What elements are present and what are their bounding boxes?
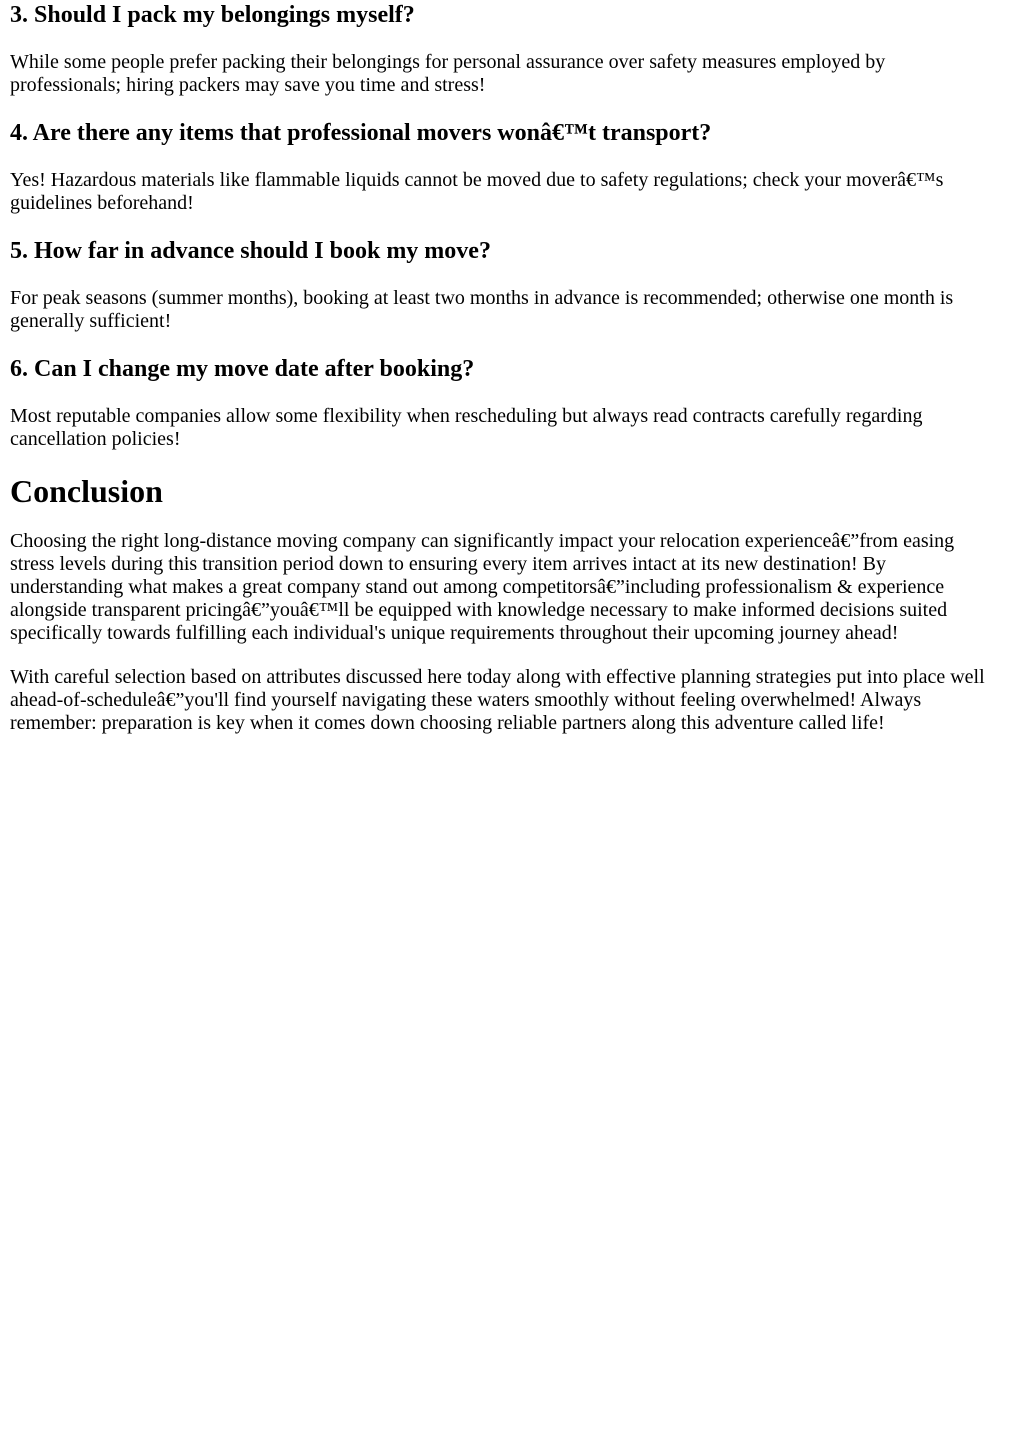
faq-question-4: 4. Are there any items that professional movers wonâ€™t transport? — [10, 120, 712, 146]
faq-question-6: 6. Can I change my move date after booking? — [10, 356, 475, 382]
faq-answer-6: Most reputable companies allow some flexibility when rescheduling but always read contracts carefully regarding cancellation policies! — [10, 405, 923, 450]
faq-answer-3: While some people prefer packing their belongings for personal assurance over safety measures employed by professionals; hiring packers may save you time and stress! — [10, 51, 886, 96]
conclusion-heading: Conclusion — [10, 473, 163, 509]
faq-question-3: 3. Should I pack my belongings myself? — [10, 2, 415, 28]
conclusion-paragraph-2: With careful selection based on attributes discussed here today along with effective planning strategies put into place well ahead-of-scheduleâ€”you'll find yourself navigating these waters smoothly without feeling overwhelmed! Always remember: preparation is key when it comes down choosing reliable partners along this adventure called life! — [10, 666, 985, 734]
conclusion-paragraph-1: Choosing the right long-distance moving company can significantly impact your relocation experienceâ€”from easing stress levels during this transition period down to ensuring every item arrives intact at its new destination! By understanding what makes a great company stand out among competitorsâ€”including professionalism & experience alongside transparent pricingâ€”youâ€™ll be equipped with knowledge necessary to make informed decisions suited specifically towards fulfilling each individual's unique requirements throughout their upcoming journey ahead! — [10, 530, 955, 644]
faq-answer-4: Yes! Hazardous materials like flammable liquids cannot be moved due to safety regulations; check your moverâ€™s guidelines beforehand! — [10, 169, 944, 214]
faq-answer-5: For peak seasons (summer months), booking at least two months in advance is recommended; otherwise one month is generally sufficient! — [10, 287, 954, 332]
article-body — [0, 1, 1004, 735]
faq-question-5: 5. How far in advance should I book my move? — [10, 238, 491, 264]
